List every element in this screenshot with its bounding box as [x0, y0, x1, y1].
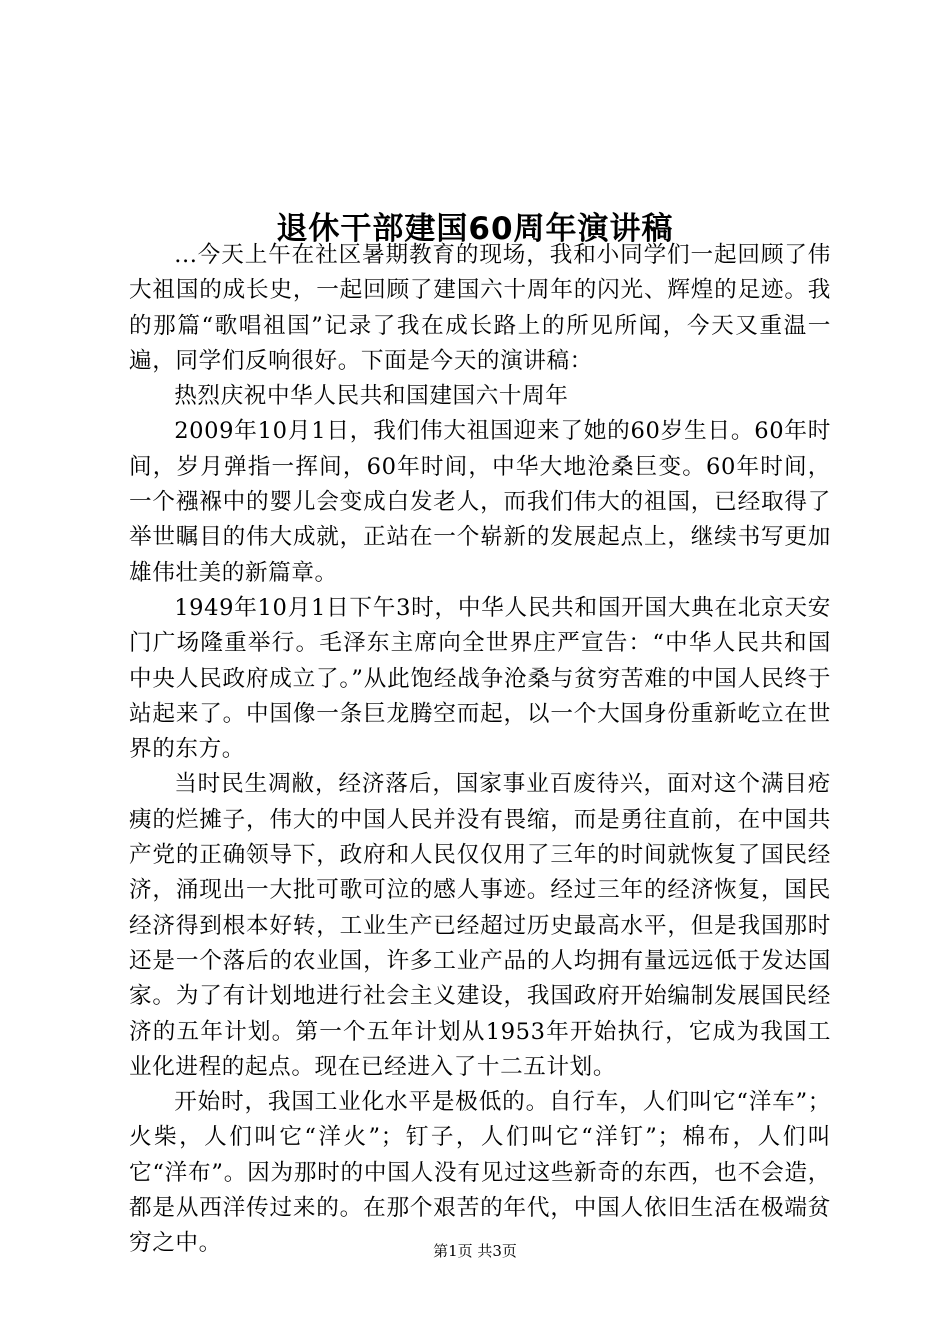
- paragraph-heading-celebration: 热烈庆祝中华人民共和国建国六十周年: [174, 383, 569, 410]
- document-title: 退休干部建国60周年演讲稿: [276, 210, 674, 247]
- paragraph-industrialization: 开始时，我国工业化水平是极低的。自行车，人们叫它“洋车”；火柴，人们叫它“洋火”；钉子，人们叫它“洋钉”；棉布，人们叫它“洋布”。因为那时的中国人没有见过这些新奇的东西，也不会造，都是从西洋传过来的。在那个艰苦的年代，中国人依旧生活在极端贫穷之中。: [129, 1089, 831, 1257]
- page-footer: 第1页 共3页: [433, 1242, 517, 1260]
- paragraph-economic-recovery: 当时民生凋敝，经济落后，国家事业百废待兴，面对这个满目疮痍的烂摊子，伟大的中国人民并没有畏缩，而是勇往直前，在中国共产党的正确领导下，政府和人民仅仅用了三年的时间就恢复了国民经济，涌现出一大批可歌可泣的感人事迹。经过三年的经济恢复，国民经济得到根本好转，工业生产已经超过历史最高水平，但是我国那时还是一个落后的农业国，许多工业产品的人均拥有量远远低于发达国家。为了有计划地进行社会主义建设，我国政府开始编制发展国民经济的五年计划。第一个五年计划从1953年开始执行，它成为我国工业化进程的起点。现在已经进入了十二五计划。: [129, 771, 831, 1080]
- paragraph-intro: ...今天上午在社区暑期教育的现场，我和小同学们一起回顾了伟大祖国的成长史，一起回顾了建国六十周年的闪光、辉煌的足迹。我的那篇“歌唱祖国”记录了我在成长路上的所见所闻，今天又重温一遍，同学们反响很好。下面是今天的演讲稿：: [129, 242, 831, 374]
- paragraph-60th-birthday: 2009年10月1日，我们伟大祖国迎来了她的60岁生日。60年时间，岁月弹指一挥间，60年时间，中华大地沧桑巨变。60年时间，一个襁褓中的婴儿会变成白发老人，而我们伟大的祖国，已经取得了举世瞩目的伟大成就，正站在一个崭新的发展起点上，继续书写更加雄伟壮美的新篇章。: [129, 418, 831, 586]
- document-body: [129, 238, 831, 1262]
- paragraph-founding-ceremony: 1949年10月1日下午3时，中华人民共和国开国大典在北京天安门广场隆重举行。毛泽东主席向全世界庄严宣告：“中华人民共和国中央人民政府成立了。”从此饱经战争沧桑与贫穷苦难的中国人民终于站起来了。中国像一条巨龙腾空而起，以一个大国身份重新屹立在世界的东方。: [129, 594, 831, 763]
